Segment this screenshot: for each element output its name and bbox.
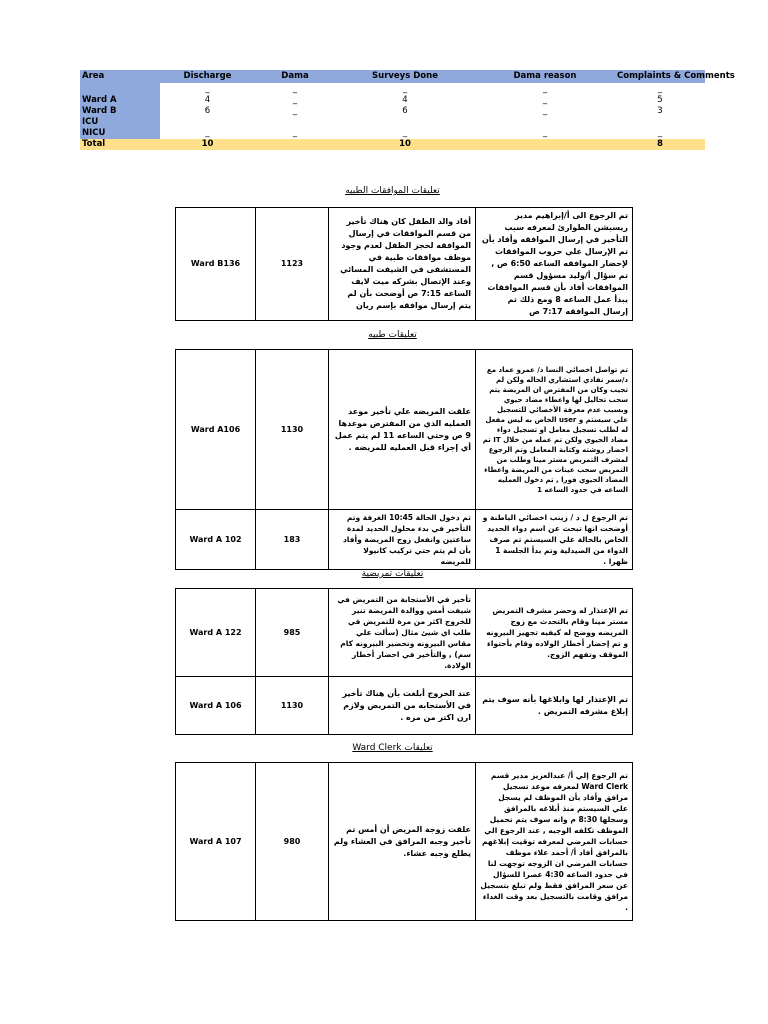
header-dama: Dama	[255, 70, 335, 83]
table-row: Ward A 107 980 علقت زوجة المريض أن أمس تم تأخير وجبه المرافق في العشاء ولم يطلع وجبه عشاء. تم الرجوع إلي أ/ عبدالعزيز مدير قسم Ward Clerk لمعرفه موعد تسجيل مرافق وأفاد بأن الموظف لم يسجل علي السيستم منذ أبلاغه بالمرافق وسجلها 8:30 م وانه سوف يتم تحميل الموظف تكلفه الوجبه , عند الرجوع الي حسابات المرضي لمعرفه توقيت إبلاغهم بالمرافق أفاد أ/ أحمد علاء موظف حسابات المرضي ان الزوجه توجهت لنا في حدود الساعه 4:30 عصرا للسؤال عن سعر المرافق فقط ولم تبلغ بتسجيل مرافق وقامت بالتسجيل بعد وقت الغداء .	[176, 763, 633, 921]
approvals-table	[175, 207, 633, 321]
section-title-nursing: تعليقات تمريضية	[361, 569, 424, 579]
header-surveys-done: Surveys Done	[335, 70, 475, 83]
table-row: Ward A 122 985 تأخير في الأستجابة من التمريض في شيفت أمس ووالدة المريضة تنير للخروج اكثر من مرة للتمريض في طلب اي شيئ مثال (سألت علي مقاس البيرونه وتحضير البيرونه كام سم) , والتأخير في احضار أخطار الولادة. تم الإعتذار له وحضر مشرف التمريض مستر مينا وقام بالتحدث مع زوج المريضه ووضح له كيفيه تجهيز البيرونه و تم إحضار أخطار الولاده وقام بأحتواء الموقف وتفهم الزوج.	[176, 589, 633, 677]
table-row: Ward B136 1123 أفاد والد الطفل كان هناك تأخير من قسم الموافقات في إرسال الموافقه لحجز الطفل لعدم وجود موظف موافقات طبية في المستشفى في الشيفت المسائي وعند الإتصال بشركه ميت لايف الساعه 7:15 ص أوضحت بأن لم يتم إرسال موافقه بإسم ريان تم الرجوع الى أ/إبراهيم مدير ريسبشن الطوارئ لمعرفه سبب التأخير في إرسال الموافقه وأفاد بأن تم الإرسال علي حروب الموافقات لإحضار الموافقه الساعه 6:50 ص , تم سؤال أ/وليد مسؤول قسم الموافقات أفاد بأن قسم الموافقات يبدأ عمل الساعه 8 ومع ذلك تم إرسال الموافقه 7:17 ص	[176, 208, 633, 321]
summary-total-row: Total 10 10 8	[80, 139, 705, 150]
table-row: Ward A 106 1130 عند الخروج أبلغت بأن هناك تأخير في الأستجابه من التمريض ولازم ارن اكتر من مره . تم الإعتذار لها وابلاغها بأنه سوف يتم إبلاغ مشرفه التمريض .	[176, 677, 633, 735]
table-row: Ward A106 1130 علقت المريضه علي تأخير موعد العمليه الذي من المفترض موعدها 9 ص وحتي الساعه 11 لم يتم عمل أي إجراء قبل العمليه للمريضه . تم تواصل اخصائي النسا د/ عمرو عماد مع د/سمر نفادي استشاري الحاله ولكن لم تجيب وكان من المفترض ان المريضة يتم سحب تحاليل لها واعطاء مضاد حيوي وبسبب عدم معرفة الأخصائي للتسجيل علي سيستم و user الخاص به ليس مفعل له لطلب تسجيل معامل او تسجيل دواء مضاد الحيوي ولكن تم عمله من خلال IT تم احضار روشته وكتابة المعامل وتم الرجوع لمشرف التمريض مستر مينا وطلب من التمريض سحب عينات من المريضة واعطاء المضاد الحيوي فورا , تم دخول العمليه الساعه في حدود الساعه 1	[176, 350, 633, 510]
summary-row: NICU _ _ _ _ _	[82, 128, 663, 138]
summary-header-row	[80, 70, 705, 83]
header-area: Area	[80, 70, 160, 83]
header-complaints: Complaints & Comments	[617, 71, 735, 81]
medical-table	[175, 349, 633, 570]
summary-row: Ward B 6 _ 6 _ 3	[82, 106, 663, 116]
section-title-ward-clerk: تعليقات Ward Clerk	[352, 743, 433, 753]
header-dama-reason: Dama reason	[475, 70, 615, 83]
nursing-table	[175, 588, 633, 735]
section-title-approvals: تعليقات الموافقات الطبيه	[345, 186, 440, 196]
summary-row: _ _ _ _ _	[80, 83, 705, 95]
summary-table	[80, 70, 735, 150]
section-title-medical: تعليقات طبيه	[368, 330, 417, 340]
table-row: Ward A 102 183 تم دخول الحالة 10:45 الغرفة وتم التأخير في بدء محلول الحديد لمدة ساعتين وانفعل زوج المريضة وأفاد بأن لم يتم حتي تركيب كانيولا للمريضه تم الرجوع ل د / زينب اخصائي الباطنة و أوضحت انها تبحث عن اسم دواء الحديد الخاص بالحالة علي السيستم تم صرف الدواء من الصيدلية وتم بدأ الجلسة 1 ظهرا .	[176, 510, 633, 570]
header-discharge: Discharge	[160, 70, 255, 83]
ward-clerk-table	[175, 762, 633, 921]
summary-row: Ward A 4 _ 4 _ 5	[82, 95, 663, 105]
summary-row: ICU	[80, 117, 705, 128]
